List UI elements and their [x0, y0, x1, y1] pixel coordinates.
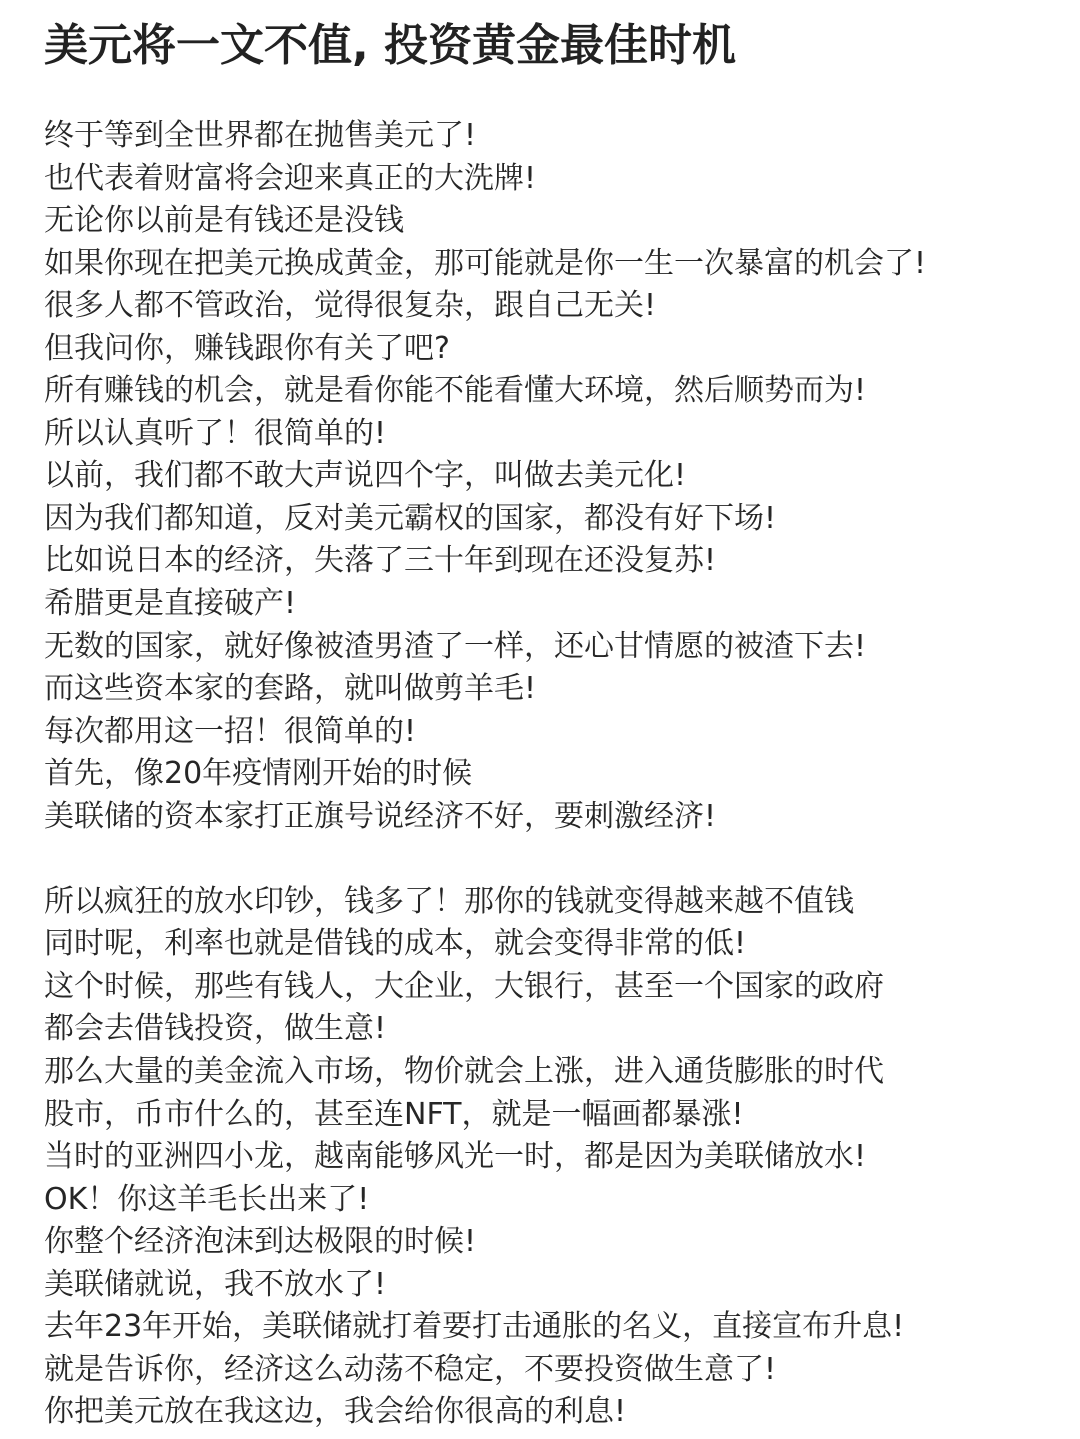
body-line-16: 首先，像20年疫情刚开始的时候: [44, 756, 473, 792]
body-line-22: 那么大量的美金流入市场，物价就会上涨，进入通货膨胀的时代: [44, 1054, 884, 1090]
body-line-14: 而这些资本家的套路，就叫做剪羊毛!: [44, 671, 537, 707]
body-line-10: 因为我们都知道，反对美元霸权的国家，都没有好下场!: [44, 500, 777, 536]
body-line-8: 所以认真听了！很简单的!: [44, 415, 387, 451]
body-line-17: 美联储的资本家打正旗号说经济不好，要刺激经济!: [44, 798, 717, 834]
body-line-4: 如果你现在把美元换成黄金，那可能就是你一生一次暴富的机会了!: [44, 245, 927, 281]
body-line-6: 但我问你，赚钱跟你有关了吧?: [44, 330, 450, 366]
body-line-18: 所以疯狂的放水印钞，钱多了！那你的钱就变得越来越不值钱: [44, 883, 854, 919]
body-line-21: 都会去借钱投资，做生意!: [44, 1011, 387, 1047]
body-line-7: 所有赚钱的机会，就是看你能不能看懂大环境，然后顺势而为!: [44, 373, 867, 409]
body-line-25: OK！你这羊毛长出来了!: [44, 1181, 370, 1217]
article-body: [44, 115, 1054, 1434]
body-line-2: 也代表着财富将会迎来真正的大洗牌!: [44, 160, 537, 196]
paragraph-break: [44, 838, 1054, 881]
body-line-3: 无论你以前是有钱还是没钱: [44, 203, 404, 239]
body-line-15: 每次都用这一招！很简单的!: [44, 713, 417, 749]
body-line-1: 终于等到全世界都在抛售美元了!: [44, 118, 477, 153]
body-line-20: 这个时候，那些有钱人，大企业，大银行，甚至一个国家的政府: [44, 968, 884, 1004]
body-line-12: 希腊更是直接破产!: [44, 586, 297, 622]
body-line-11: 比如说日本的经济，失落了三十年到现在还没复苏!: [44, 543, 717, 579]
article-title: 美元将一文不值, 投资黄金最佳时机: [44, 20, 737, 71]
body-line-24: 当时的亚洲四小龙，越南能够风光一时，都是因为美联储放水!: [44, 1139, 867, 1175]
body-line-29: 就是告诉你，经济这么动荡不稳定，不要投资做生意了!: [44, 1351, 777, 1387]
body-line-27: 美联储就说，我不放水了!: [44, 1266, 387, 1302]
body-line-23: 股市，币市什么的，甚至连NFT，就是一幅画都暴涨!: [44, 1096, 744, 1132]
body-line-26: 你整个经济泡沫到达极限的时候!: [44, 1224, 477, 1260]
body-line-13: 无数的国家，就好像被渣男渣了一样，还心甘情愿的被渣下去!: [44, 628, 867, 664]
body-line-19: 同时呢，利率也就是借钱的成本，就会变得非常的低!: [44, 926, 747, 962]
body-line-9: 以前，我们都不敢大声说四个字，叫做去美元化!: [44, 458, 687, 494]
body-line-30: 你把美元放在我这边，我会给你很高的利息!: [44, 1394, 627, 1430]
body-line-5: 很多人都不管政治，觉得很复杂，跟自己无关!: [44, 288, 657, 324]
body-line-28: 去年23年开始，美联储就打着要打击通胀的名义，直接宣布升息!: [44, 1309, 905, 1345]
